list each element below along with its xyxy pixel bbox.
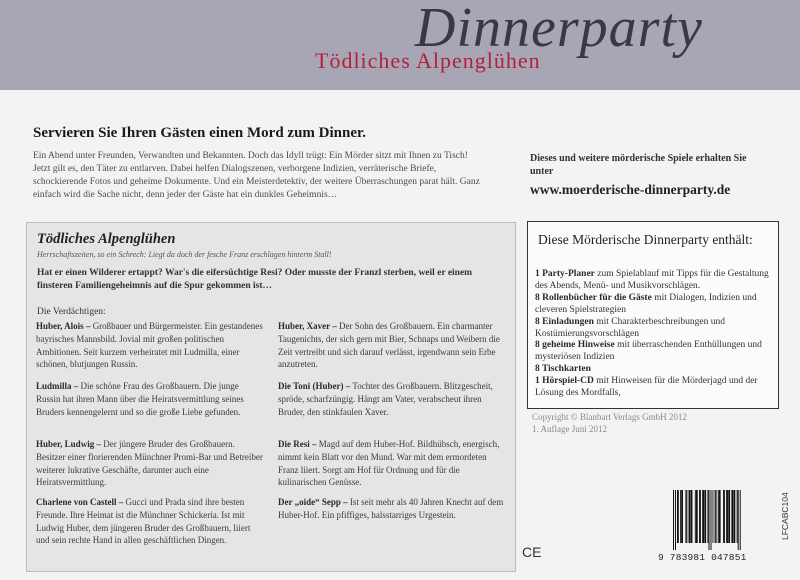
suspect-name: Die Resi – [278,439,317,449]
contents-item [535,376,775,400]
contents-item-bold: 8 Rollenbücher für die Gäste [535,292,652,303]
contents-box [527,221,779,409]
barcode-bar [740,490,741,550]
brand-title: Dinnerparty [415,0,703,59]
header-band [0,0,800,90]
suspect-description: Großbauer und Bürgermeister. Ein gestandenes bayrisches Mannsbild. Jovial mit großen politischen Ambitionen. Seit kurzem verheiratet mit Ludmilla, einer schönen, blutjungen Russin. [36,321,263,370]
barcode-bar [695,490,696,543]
suspect-sepp [278,496,506,522]
intro-headline: Servieren Sie Ihren Gästen einen Mord zum Dinner. [33,125,367,141]
copyright-notice [532,412,687,435]
barcode-bar [702,490,704,543]
suspects-heading: Die Verdächtigen: [37,307,106,317]
barcode-bar [707,490,708,543]
suspect-name: Huber, Ludwig – [36,439,101,449]
contents-item [535,364,775,376]
contents-list [535,269,775,400]
contents-title: Diese Mörderische Dinnerparty enthält: [538,232,753,247]
barcode-bar [737,490,738,543]
barcode-bar [719,490,721,543]
suspect-ludwig [36,438,264,489]
suspect-description: Der Sohn des Großbauern. Ein charmanter Taugenichts, der sich gern mit Bier, Schnaps und Weibern die Zeit vertreibt und sich darauf verlässt, irgendwann sein Erbe anzutreten. [278,321,500,370]
suspect-description: Die schöne Frau des Großbauern. Die junge Russin hat ihren Mann über die Heiratsvermittlung seines Bruders kennengelernt und so die große Liebe gefunden. [36,381,244,417]
suspect-name: Der „oide“ Sepp – [278,497,348,507]
contents-item-bold: 1 Hörspiel-CD [535,376,594,387]
barcode-bar [728,490,730,543]
barcode-bar [686,490,687,543]
contents-item-text: mit Hinweisen für die Mörderjagd und der Lösung des Mordfalls, [535,376,758,399]
story-title: Tödliches Alpenglühen [37,231,176,247]
suspect-charlene [36,496,264,547]
barcode-bar [680,490,681,543]
suspect-description: Tochter des Großbauern. Blitzgescheit, spröde, scharfzüngig. Hängt am Vater, verabscheut ihren Bruder, den stinkfaulen Xaver. [278,381,493,417]
barcode-bar [716,490,717,543]
suspect-description: Gucci und Prada sind ihre besten Freunde. Ihre Heimat ist die Münchner Schickeria. Ist mit Ludwig Huber, dem jüngeren Bruder des Großbauern, liiert und sein rechte Hand in allen geschäftlichen Dingen. [36,497,251,546]
barcode-bar [713,490,714,543]
barcode-bar [731,490,733,543]
suspect-name: Ludmilla – [36,381,79,391]
barcode-bar [699,490,700,543]
suspect-name: Huber, Xaver – [278,321,337,331]
barcode-bar [738,490,739,550]
copyright-line: Copyright © Blanbart Verlags GmbH 2012 [532,412,687,422]
barcode-bar [715,490,716,543]
contents-item [535,269,775,293]
contents-item-text: mit Charakterbeschreibungen und Kostümierungsvorschlägen [535,316,725,339]
suspect-toni [278,380,506,418]
edition-line: 1. Auflage Juni 2012 [532,423,607,434]
suspect-xaver [278,320,506,371]
more-games-note: Dieses und weitere mörderische Spiele erhalten Sie unter [530,153,747,177]
game-subtitle: Tödliches Alpenglühen [315,48,541,73]
suspect-description: Magd auf dem Huber-Hof. Bildhübsch, energisch, nimmt kein Blatt vor den Mund. War mit dem ermordeten Franz liiert. Sorgt am Hof für Ordnung und für die kulinarischen Genüsse. [278,439,500,488]
barcode-bar [711,490,712,550]
barcode-bar [723,490,724,543]
barcode-bar [685,490,686,543]
suspect-description: Ist seit mehr als 40 Jahren Knecht auf dem Huber-Hof. Ein pfiffiges, halsstarriges Urgestein. [278,497,504,520]
story-subtitle: Herrschaftszeiten, so ein Schrech: Liegt da doch der fesche Franz erschlagen hinterm Stall! [37,250,332,259]
barcode-bar [700,490,701,543]
website-link[interactable]: www.moerderische-dinnerparty.de [530,182,731,197]
suspect-alois [36,320,264,371]
barcode-bar [677,490,679,543]
barcode-bar [673,490,674,550]
story-lead: Hat er einen Wilderer ertappt? War's die eifersüchtige Resi? Oder musste der Franzl sterben, weil er einem finsteren Familiengeheimnis auf die Spur gekommen ist… [37,268,473,291]
barcode-bar [696,490,698,543]
barcode-bar [681,490,683,543]
barcode-bar [724,490,725,543]
barcode-bar [709,490,710,550]
barcode-bar [726,490,728,543]
contents-item-bold: 8 Tischkarten [535,364,591,375]
suspect-name: Die Toni (Huber) – [278,381,351,391]
suspect-name: Huber, Alois – [36,321,91,331]
barcode-bar [718,490,719,543]
barcode-bar [691,490,693,543]
product-code: LFCABC104 [780,492,790,540]
ean-number: 9 783981 047851 [658,552,747,563]
contents-item-text: mit überraschenden Enthüllungen und mysteriösen Indizien [535,340,762,363]
barcode-bar [675,490,676,550]
contents-item-bold: 8 Einladungen [535,316,594,327]
contents-item-bold: 1 Party-Planer [535,269,595,279]
suspect-name: Charlene von Castell – [36,497,124,507]
ce-mark-icon: CE [522,544,542,560]
contents-item [535,317,775,341]
barcode-bar [689,490,691,543]
barcode-bar [734,490,736,543]
suspect-resi [278,438,506,489]
contents-item-text: zum Spielablauf mit Tipps für die Gestaltung des Abends, Menü- und Musikvorschlägen. [535,269,769,291]
contents-item [535,293,775,317]
intro-text: Ein Abend unter Freunden, Verwandten und Bekannten. Doch das Idyll trügt: Ein Mörder sitzt mit Ihnen zu Tisch! Jetzt gilt es, den Täter zu entlarven. Dabei helfen Dialogszenen, verborgene Indizien, verräterische Briefe, schockierende Fotos und geheime Dokumente. Und ein Meisterdetektiv, der weitere Überraschungen parat hält. Ganz einfach wird die Sache nicht, denn jeder der Gäste hat ein dunkles Geheimnis… [33,151,480,200]
barcode [672,490,767,550]
suspect-description: Der jüngere Bruder des Großbauern. Besitzer einer florierenden Münchner Promi-Bar und Betreiber weiterer lukrative Geschäfte, darunter auch eine Heiratsvermittlung. [36,439,263,488]
contents-item-text: mit Dialogen, Indizien und cleveren Spielstrategien [535,292,757,315]
suspect-ludmilla [36,380,264,418]
barcode-bar [704,490,706,543]
contents-item-bold: 8 geheime Hinweise [535,340,615,351]
contents-item [535,340,775,364]
